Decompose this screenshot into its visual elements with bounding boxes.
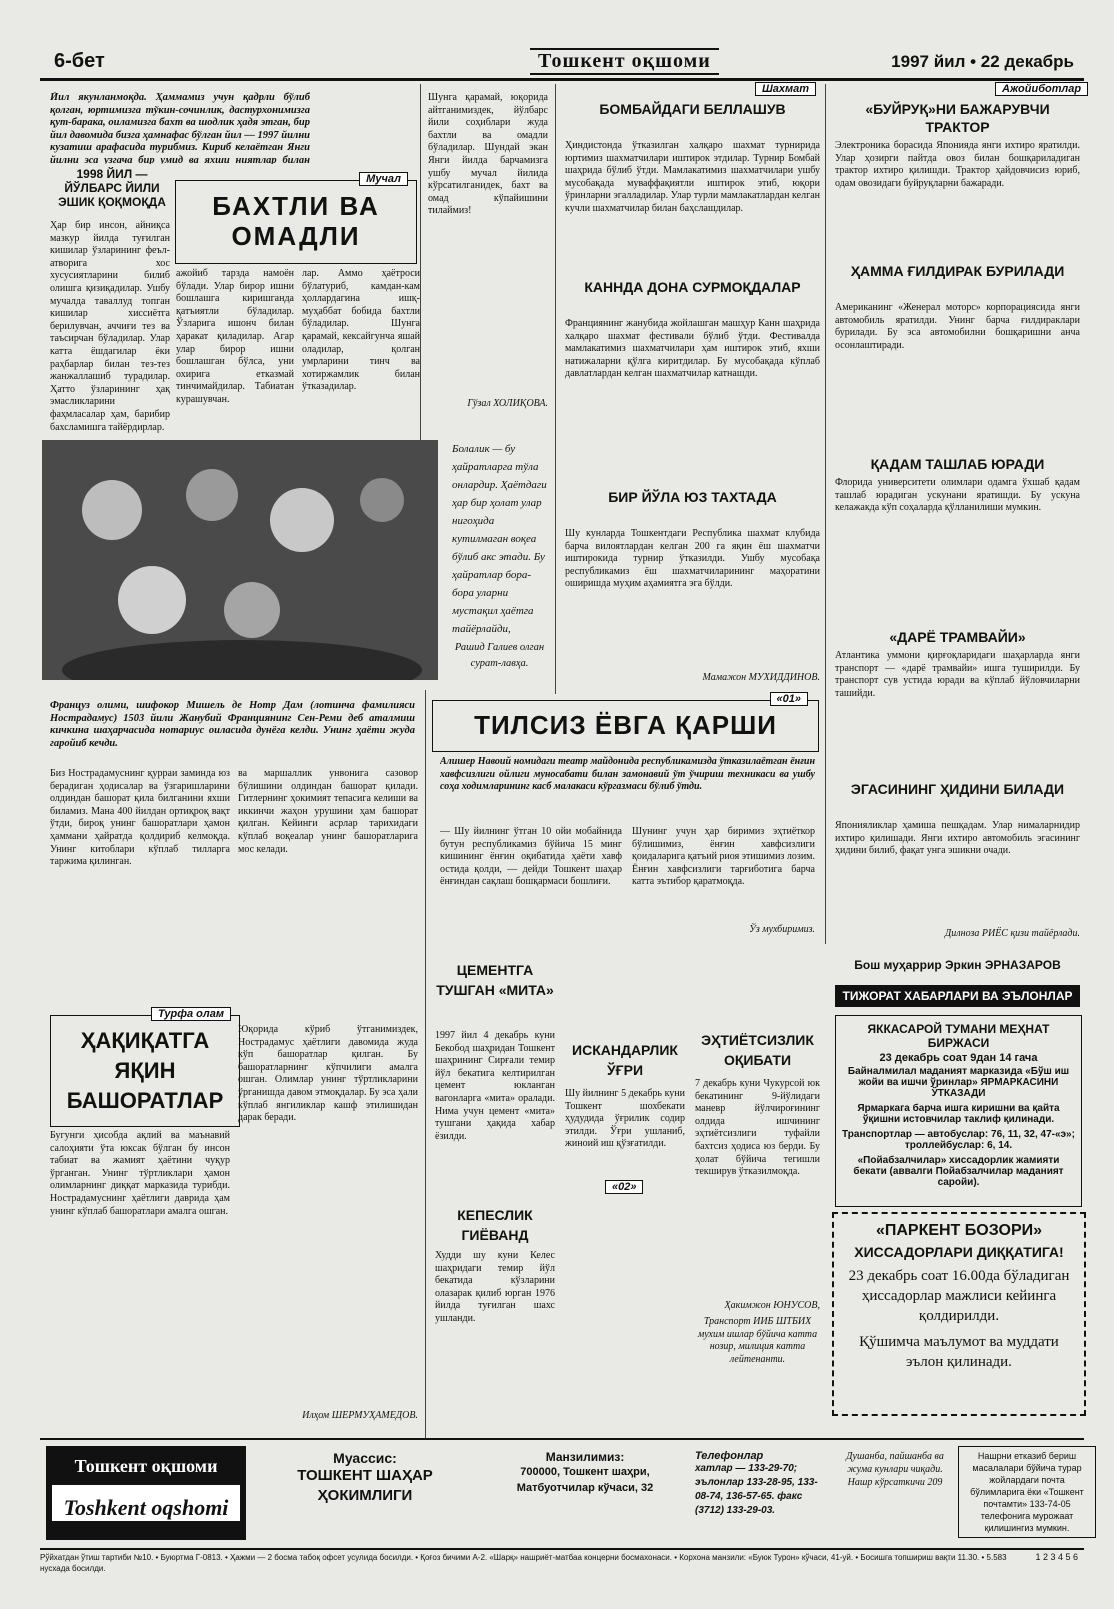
ad2-text: 23 декабрь соат 16.00да бўладиган ҳиссадорлар мажлиси кейинга қолдирилди.	[848, 1268, 1070, 1324]
careless-title: ЭҲТИЁТСИЗЛИК ОҚИБАТИ	[701, 1032, 814, 1068]
editor-label: Бош муҳаррир	[854, 958, 942, 972]
chess-a2-text: Франциянинг жанубида жойлашган машҳур Канн шаҳрида халқаро шахмат фестивали бўлиб ўтди. Фестивалда мамлакатимиз шахматчилари ҳам иштирок этиб, яхши натижаларни қўлга киритдилар. Бу мусобақада кўплаб давлатлардан келган шахматчилар катнашди.	[565, 318, 820, 380]
nostradamus-rubric: Турфа олам	[151, 1007, 231, 1021]
photo-caption: Болалик — бу ҳайратларга тўла онлардир. Ҳаётдаги ҳар бир ҳолат улар нигоҳида кутилмаган воқеа бўлиб акс этади. Бу ҳайратлар бора-бора уларни мустақил ҳаётга тайёрлайди,	[452, 443, 547, 635]
mushal-col2: ажойиб тарзда намоён бўлади. Улар бирор ишни бошлашга киришганда қатъиятли бўладилар. Ўзларига ишонч билан ҳаракат қиладилар. Агар улар бирор ишни бошлашган бўлса, уни охирига етказмай тинчимайдилар. Табиатан курашувчан.	[176, 268, 294, 405]
cement-text: 1997 йил 4 декабрь куни Бекобод шаҳридан Тошкент шаҳрининг Сирғали темир йўл бекатига келтирилган цемент юкланган вагонларга «мита» оралади. Нима учун цемент «мита» тушгани ҳақида хабар ёзилди.	[435, 1030, 555, 1142]
cement-title: ЦЕМЕНТГА ТУШГАН «МИТА»	[436, 962, 554, 998]
ad1-invite: Ярмаркага барча ишга киришни ва қайта ўқишни истовчилар таклиф қилинади.	[857, 1103, 1060, 1125]
wonders-a5-text: Японияликлар ҳамиша пешқадам. Улар нималарнидир ихтиро қилишади. Янги ихтиро автомобиль эгасининг ҳидини билиб, фақат унга эшикни очади.	[835, 820, 1080, 857]
careless-text: 7 декабрь куни Чукурсой юк бекатининг 9-йўлидаги маневр йўлчироғининг олдида ишчининг эҳтиётсизлиги туфайли бахтсиз ҳодиса юз берди. Бу ҳолат бўйича тегишли текширув ўтказилмоқда.	[695, 1078, 820, 1178]
ads-banner: ТИЖОРАТ ХАБАРЛАРИ ВА ЭЪЛОНЛАР	[835, 985, 1080, 1007]
page-number: 6-бет	[54, 50, 105, 72]
fire-col1: — Шу йилнинг ўтган 10 ойи мобайнида бутун республикамиз бўйича 15 минг кишининг ёнғин оқибатида ҳаёти хавф остида қолди, — дейди Тошкент шаҳар ёнғиндан сақлаш бошқармаси бошлиғи.	[440, 826, 622, 888]
phones-label: Телефонлар	[695, 1450, 764, 1462]
nostradamus-lead: Француз олими, шифокор Мишель де Нотр Дам (лотинча фамилияси Нострадамус) 1503 йили Жанубий Франциянинг Сен-Реми деб аталмиш кичкина шаҳарчасида нотариус оиласида дунёга келди. Унинг ҳаёти жуда гаройиб кечди.	[50, 700, 415, 749]
wonders-sign: Дилноза РИЁС қизи тайёрлади.	[944, 928, 1080, 939]
mushal-col1: Ҳар бир инсон, айниқса мазкур йилда туғилган кишилар ўзларининг феъл-атворига хос хусусиятларини билиб олишга қизиқадилар. Ушбу мучалда таваллуд топган кишилар хиссиётга берилувчан, аччиғи тез ва таъсирчан бўладилар. Улар катта ёшдагилар ёки раҳбарлар билан тез-тез жанжаллашиб турадилар. Ҳатто ўзларининг ҳақ эмасликларини фаҳмласалар ҳам, барибир бахсламишга тайёрдирлар.	[50, 220, 170, 433]
wonders-a4-text: Атлантика уммони қирғоқларидаги шаҳарларда янги транспорт — «дарё трамвайи» ишга туширилди. Бу транспорт сув устида юради ва кўплаб йўловчиларни ташийди.	[835, 650, 1080, 699]
fire-rubric: «01»	[770, 692, 808, 706]
chess-a3-text: Шу кунларда Тошкентдаги Республика шахмат клубида барча вилоятлардан келган 200 га яқин ёш шахматчи иштирокида турнир ўтказилди. Ушбу мусобақа республикамиз ёш шахматчиларининг маҳоратини оширишда муҳим аҳамиятга эга бўлди.	[565, 528, 820, 590]
footer-founder	[255, 1450, 475, 1506]
column-rule	[555, 84, 556, 694]
address-label: Манзилимиз:	[545, 1450, 625, 1464]
nostradamus-sign: Илҳом ШЕРМУҲАМЕДОВ.	[302, 1410, 418, 1421]
wonders-a2-text: Американинг «Женерал моторс» корпорациясида янги автомобиль яратилди. Унинг барча ғилдираклари бурилади. Бу эса автомобилни бошқаришни анча осонлаштиради.	[835, 302, 1080, 351]
founder-label: Муассис:	[333, 1450, 397, 1466]
fire-lead: Алишер Навоий номидаги театр майдонида республикамизда ўтказилаётган ёнғин хавфсизлиги ойлиги муносабати билан замонавий ўт ўчириш техникаси ва ушбу соҳа ходимларининг касб малакаси кўргазмаси бўлиб ўтди.	[440, 756, 815, 793]
footer-address	[485, 1450, 685, 1496]
fire-title: ТИЛСИЗ ЁВГА ҚАРШИ	[474, 710, 777, 740]
column-rule	[825, 84, 826, 944]
editor-line	[835, 958, 1080, 972]
mushal-col4: Шунга қарамай, юқорида айтганимиздек, йўлбарс йили соҳиблари жуда бахтли ва омадли бўладилар. Шундай экан Янги йилда барчамизга ушбу мучал йилида кўрсатилганидек, бахт ва омад кўпайишини тилаймиз!	[428, 92, 548, 217]
photo-author: Рашид Галиев олган сурат-лавҳа.	[454, 642, 545, 669]
ad1-title: ЯККАСАРОЙ ТУМАНИ МЕҲНАТ БИРЖАСИ	[867, 1022, 1050, 1050]
ad1-stop: «Пойабзалчилар» хиссадорлик жамияти бекати (аввалги Пойабзалчилар маданият саройи).	[853, 1155, 1064, 1188]
police-rubric: «02»	[605, 1180, 643, 1194]
chess-a1-title: БОМБАЙДАГИ БЕЛЛАШУВ	[599, 101, 786, 117]
column-rule	[425, 690, 426, 1440]
footer-phones	[695, 1450, 830, 1518]
mushal-subtitle: 1998 ЙИЛ — ЙЎЛБАРС ЙИЛИ ЭШИК ҚОҚМОҚДА	[58, 167, 166, 209]
fire-col2: Шунинг учун ҳар биримиз эҳтиёткор бўлишимиз, ёнғин хавфсизлиги қоидаларига қатъий риоя этишимиз лозим. Ёнғин хавфсизлиги тарғиботига барча катта эътибор қаратмоқда.	[632, 826, 815, 888]
fire-sign: Ўз мухбиримиз.	[749, 924, 815, 935]
editor-name: Эркин ЭРНАЗАРОВ	[945, 958, 1061, 972]
children-photo	[42, 440, 438, 680]
wonders-a5-title: ЭГАСИНИНГ ҲИДИНИ БИЛАДИ	[850, 781, 1065, 797]
phones-text: хатлар — 133-29-70; эълонлар 133-28-95, 133-08-74, 136-57-65. факс (3712) 133-29-03.	[695, 1463, 818, 1516]
thief-text: Шу йилнинг 5 декабрь куни Тошкент шохбекати ҳудудида ўғрилик содир этилди. Ўғри ушланиб, жиноий иш қўзғатилди.	[565, 1088, 685, 1150]
footer-wish: Душанба, пайшанба ва жума кунлари чиқади. Нашр кўрсаткичи 209	[846, 1451, 944, 1488]
nostradamus-col1: Биз Нострадамуснинг қурраи заминда юз берадиган ҳодисалар ва ўзгаришларини олдиндан башорат қила билганини яхши биламиз. Мана 400 йилдан ортиқроқ вақт ўтди, бироқ унинг башоратлари ҳамон ҳаммани ҳайратда қолдириб келмоқда. Унинг китоблари кўплаб тилларга таржима қилинган.	[50, 768, 230, 868]
ad2-subtitle: ХИССАДОРЛАРИ ДИҚҚАТИГА!	[854, 1244, 1064, 1260]
ad1-venue: Байналмилал маданият марказида «Бўш иш жойи ва ишчи ўринлар» ЯРМАРКАСИНИ ЎТКАЗАДИ	[847, 1066, 1070, 1099]
footer-logo-lat: Toshkent oqshomi	[52, 1485, 240, 1521]
wonders-a1-title: «БУЙРУҚ»НИ БАЖАРУВЧИ ТРАКТОР	[865, 101, 1050, 135]
masthead-logo: Тошкент оқшоми	[530, 48, 719, 75]
ad-labor-exchange	[835, 1015, 1082, 1207]
page-numbers: 1 2 3 4 5 6	[1035, 1552, 1078, 1562]
fire-title-box	[432, 693, 819, 752]
chess-sign: Мамажон МУХИДДИНОВ.	[702, 672, 820, 683]
chess-rubric: Шахмат	[755, 82, 816, 96]
wonders-a4-title: «ДАРЁ ТРАМВАЙИ»	[889, 629, 1026, 645]
wonders-rubric: Ажойиботлар	[995, 82, 1088, 96]
mushal-rubric: Мучал	[359, 172, 408, 186]
police-sign2: Транспорт ИИБ ШТБИХ мухим ишлар бўйича катта нозир, милиция катта лейтенанти.	[697, 1316, 818, 1365]
intro-text: Йил якунланмоқда. Ҳаммамиз учун қадрли бўлиб қолган, юртимизга тўкин-сочинлик, дастурхонимизга қут-барака, оиламизга бахт ва шодлик ҳадя этган, бир йил давомида бизга ҳамнафас бўлган йил — 1997 йилни кузатиш арафасида турибмиз. Кириб келаётган Янги йилни эса узгача бир умид ва яхши ниятлар билан	[50, 92, 310, 164]
mushal-title-box	[175, 173, 417, 264]
address-text: 700000, Тошкент шаҳри, Матбуотчилар кўчаси, 32	[516, 1466, 654, 1494]
nostradamus-col4: Юқорида кўриб ўтганимиздек, Нострадамус ҳаётлиги давомида жуда кўп башоратлар қилган. Бу башоратларнинг кўпчилиги амалга ошган. Олимлар унинг тўртликларини ўрганишда давом этмоқдалар. Бу эса ҳали кўплаб янгиликлар кашф этилишидан дарак беради.	[238, 1024, 418, 1124]
mushal-title: БАХТЛИ ВА ОМАДЛИ	[212, 191, 380, 251]
ad2-more: Қўшимча маълумот ва муддати эълон қилинади.	[859, 1334, 1059, 1370]
ad-parkent	[832, 1212, 1086, 1416]
nostradamus-title: ҲАҚИҚАТГА ЯҚИН БАШОРАТЛАР	[66, 1028, 224, 1113]
footer-logo	[46, 1446, 246, 1540]
nostradamus-col3: Бугунги ҳисобда ақлий ва маънавий салоҳияти ўта юксак бўлган бу инсон табиат ва жамият ҳаётини чуқур ўрганган. Унинг тўртликлари ҳамон олимларнинг диққат марказида турибди. Нострадамуснинг ҳаётлиги даврида ҳам унинг кўплаб башоратлари амалга ошган.	[50, 1130, 230, 1217]
footer	[40, 1438, 1084, 1550]
mushal-col3: лар. Аммо ҳаётроси бўлатуриб, камдан-кам ҳоллардагина ишқ-муҳаббат бобида бахтли бўладилар. Шунга қарамай, кексайгунча яшай оладилар, қолган умрларини тинч ва хотиржамлик билан ўтказадилар.	[302, 268, 420, 393]
chess-a3-title: БИР ЙЎЛА ЮЗ ТАХТАДА	[608, 489, 777, 505]
wonders-a3-text: Флорида университети олимлари одамга ўхшаб қадам ташлаб юрадиган ускунани яратишди. Бу ускуна келажакда кўп соҳаларда қўлланилиши мумкин.	[835, 477, 1080, 514]
footer-note: Нашрни етказиб бериш масалалари бўйича турар жойлардаги почта бўлимларига ёки «Тошкент почтамти» 133-74-05 телефонига мурожаат қилишингиз мумкин.	[958, 1446, 1096, 1538]
footer-logo-cyr: Тошкент оқшоми	[74, 1456, 218, 1476]
wonders-a3-title: ҚАДАМ ТАШЛАБ ЮРАДИ	[870, 456, 1045, 472]
nostradamus-col2: ва маршаллик унвонига сазовор бўлишини олдиндан башорат қилади. Гитлернинг ҳокимият тепасига келиши ва иккинчи жаҳон урушини ҳам башорат қилган. Кейинги асрлар тарихидаги кўплаб воқеалар унинг башоратларига мос келади.	[238, 768, 418, 855]
founder-name: ТОШКЕНТ ШАҲАР ҲОКИМЛИГИ	[297, 1467, 433, 1504]
mushal-sign: Гўзал ХОЛИҚОВА.	[467, 398, 548, 409]
chess-a2-title: КАННДА ДОНА СУРМОҚДАЛАР	[584, 279, 801, 295]
wonders-a1-text: Электроника борасида Японияда янги ихтиро яратилди. Улар ҳозирги пайтда овоз билан бошқариладиган трактор ихтиро қилишди. Трактор ҳайдовчисиз юриб, одам овозидаги буйруқларни бажаради.	[835, 140, 1080, 189]
imprint: Рўйхатдан ўтиш тартиби №10. • Буюртма Г-0813. • Ҳажми — 2 босма табоқ офсет усулида босилди. • Қоғоз бичими А-2. «Шарқ» нашриёт-матбаа концерни босмахонаси. • Корхона манзили: «Буюк Турон» кўчаси, 41-уй. • Босишга топшириш вақти 11.30. • 5.583 нусхада босилди.	[40, 1553, 1007, 1573]
ad1-time: 23 декабрь соат 9дан 14 гача	[879, 1052, 1038, 1064]
issue-date: 1997 йил • 22 декабрь	[891, 52, 1074, 71]
nostradamus-title-box	[50, 1008, 240, 1127]
page-header	[40, 44, 1084, 81]
thief-title: ИСКАНДАРЛИК ЎҒРИ	[572, 1042, 678, 1078]
ad1-transport: Транспортлар — автобуслар: 76, 11, 32, 47-«э»; троллейбуслар: 6, 14.	[842, 1129, 1075, 1151]
wonders-a2-title: ҲАММА ҒИЛДИРАК БУРИЛАДИ	[850, 263, 1065, 279]
addict-text: Худди шу куни Келес шаҳридаги темир йўл бекатида кўзларини олазарак қилиб юрган 1976 йилда туғилган шахс ушланди.	[435, 1250, 555, 1324]
police-sign1: Ҳакимжон ЮНУСОВ,	[724, 1300, 820, 1311]
ad2-title: «ПАРКЕНТ БОЗОРИ»	[875, 1222, 1043, 1239]
chess-a1-text: Ҳиндистонда ўтказилган халқаро шахмат турнирида юртимиз шахматчилари иштирок этдилар. Турнир Бомбай шаҳрида бўлиб ўтди. Мамлакатимиз шахматчилари ушбу мусобақада муваффақиятли иштирок этиб, юқори ўринларни эгалладилар. Улар турли мамлакатлардан келган кучли шахматчилар билан баҳслашдилар.	[565, 140, 820, 214]
addict-title: КЕПЕСЛИК ГИЁВАНД	[457, 1207, 533, 1243]
